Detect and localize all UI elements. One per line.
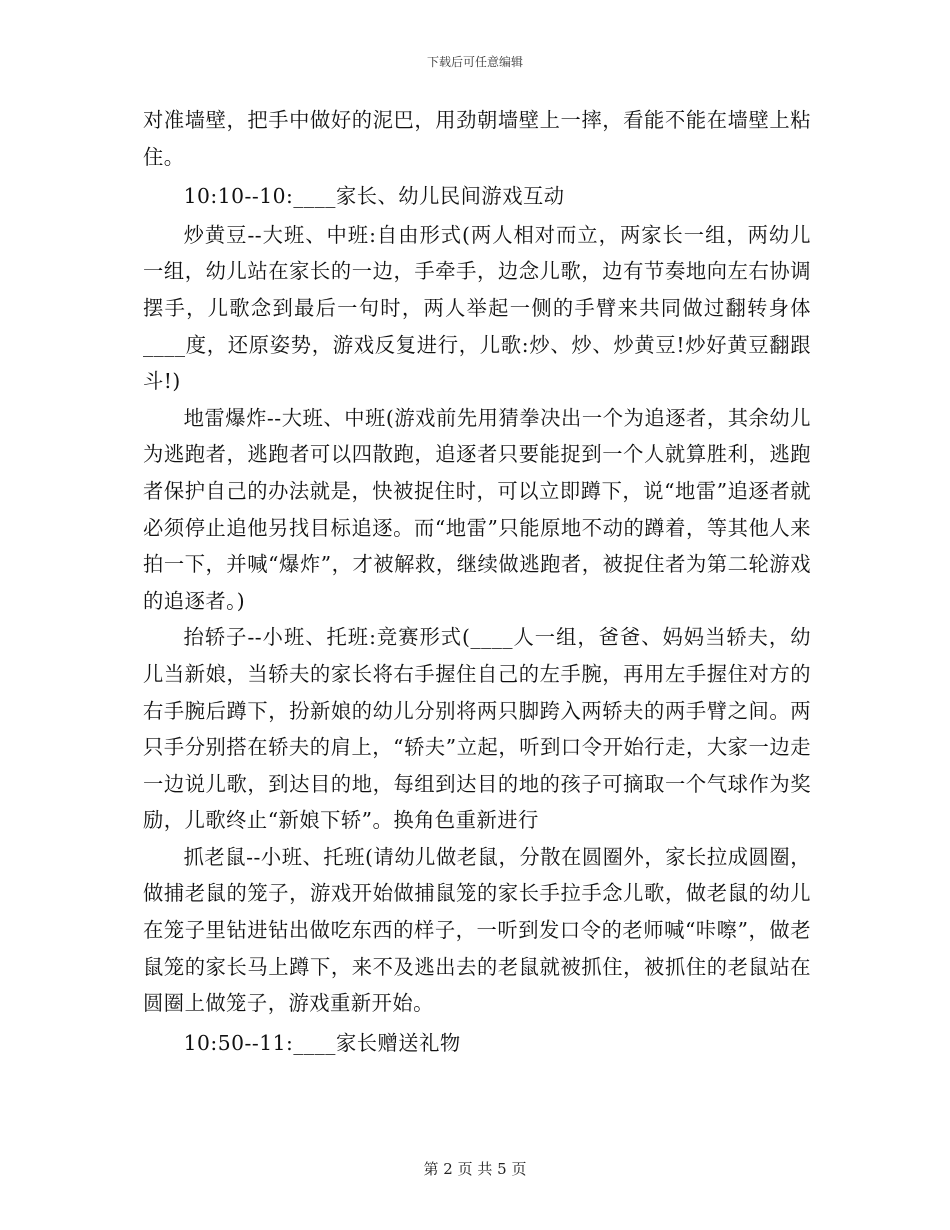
paragraph-continuation: 对准墙壁，把手中做好的泥巴，用劲朝墙壁上一摔，看能不能在墙壁上粘住。 (143, 108, 811, 169)
page-header: 下载后可任意编辑 (426, 55, 523, 69)
paragraph-game-zhualaoshu: 抓老鼠--小班、托班(请幼儿做老鼠，分散在圆圈外，家长拉成圆圈，做捕老鼠的笼子，游戏开始做捕鼠笼的家长手拉手念儿歌，做老鼠的幼儿在笼子里钻进钻出做吃东西的样子，一听到发口令的老师喊“咔嚓”，做老鼠笼的家长马上蹲下，来不及逃出去的老鼠就被抓住，被抓住的老鼠站在圆圈上做笼子，游戏重新开始。 (143, 844, 811, 1016)
paragraph-game-dileibaozha: 地雷爆炸--大班、中班(游戏前先用猜拳决出一个为追逐者，其余幼儿为逃跑者，逃跑者可以四散跑，追逐者只要能捉到一个人就算胜利，逃跑者保护自己的办法就是，快被捉住时，可以立即蹲下，说“地雷”追逐者就必须停止追他另找目标追逐。而“地雷”只能原地不动的蹲着，等其他人来拍一下，并喊“爆炸”，才被解救，继续做逃跑者，被捉住者为第二轮游戏的追逐者。) (143, 405, 811, 613)
document-body (143, 102, 811, 1063)
page-footer: 第 2 页 共 5 页 (423, 1160, 527, 1178)
paragraph-game-chaohuangdou: 炒黄豆--大班、中班:自由形式(两人相对而立，两家长一组，两幼儿一组，幼儿站在家长的一边，手牵手，边念儿歌，边有节奏地向左右协调摆手，儿歌念到最后一句时，两人举起一侧的手臂来共同做过翻转身体____度，还原姿势，游戏反复进行，儿歌:炒、炒、炒黄豆!炒好黄豆翻跟斗!) (143, 222, 811, 394)
schedule-heading-games: 10:10--10:____家长、幼儿民间游戏互动 (183, 184, 565, 209)
schedule-heading-gifts: 10:50--11:____家长赠送礼物 (183, 1030, 461, 1055)
paragraph-game-taijiaozi: 抬轿子--小班、托班:竞赛形式(____人一组，爸爸、妈妈当轿夫，幼儿当新娘，当轿夫的家长将右手握住自己的左手腕，再用左手握住对方的右手腕后蹲下，扮新娘的幼儿分别将两只脚跨入两轿夫的两手臂之间。两只手分别搭在轿夫的肩上，“轿夫”立起，听到口令开始行走，大家一边走一边说儿歌，到达目的地，每组到达目的地的孩子可摘取一个气球作为奖励，儿歌终止“新娘下轿”。换角色重新进行 (143, 625, 811, 833)
